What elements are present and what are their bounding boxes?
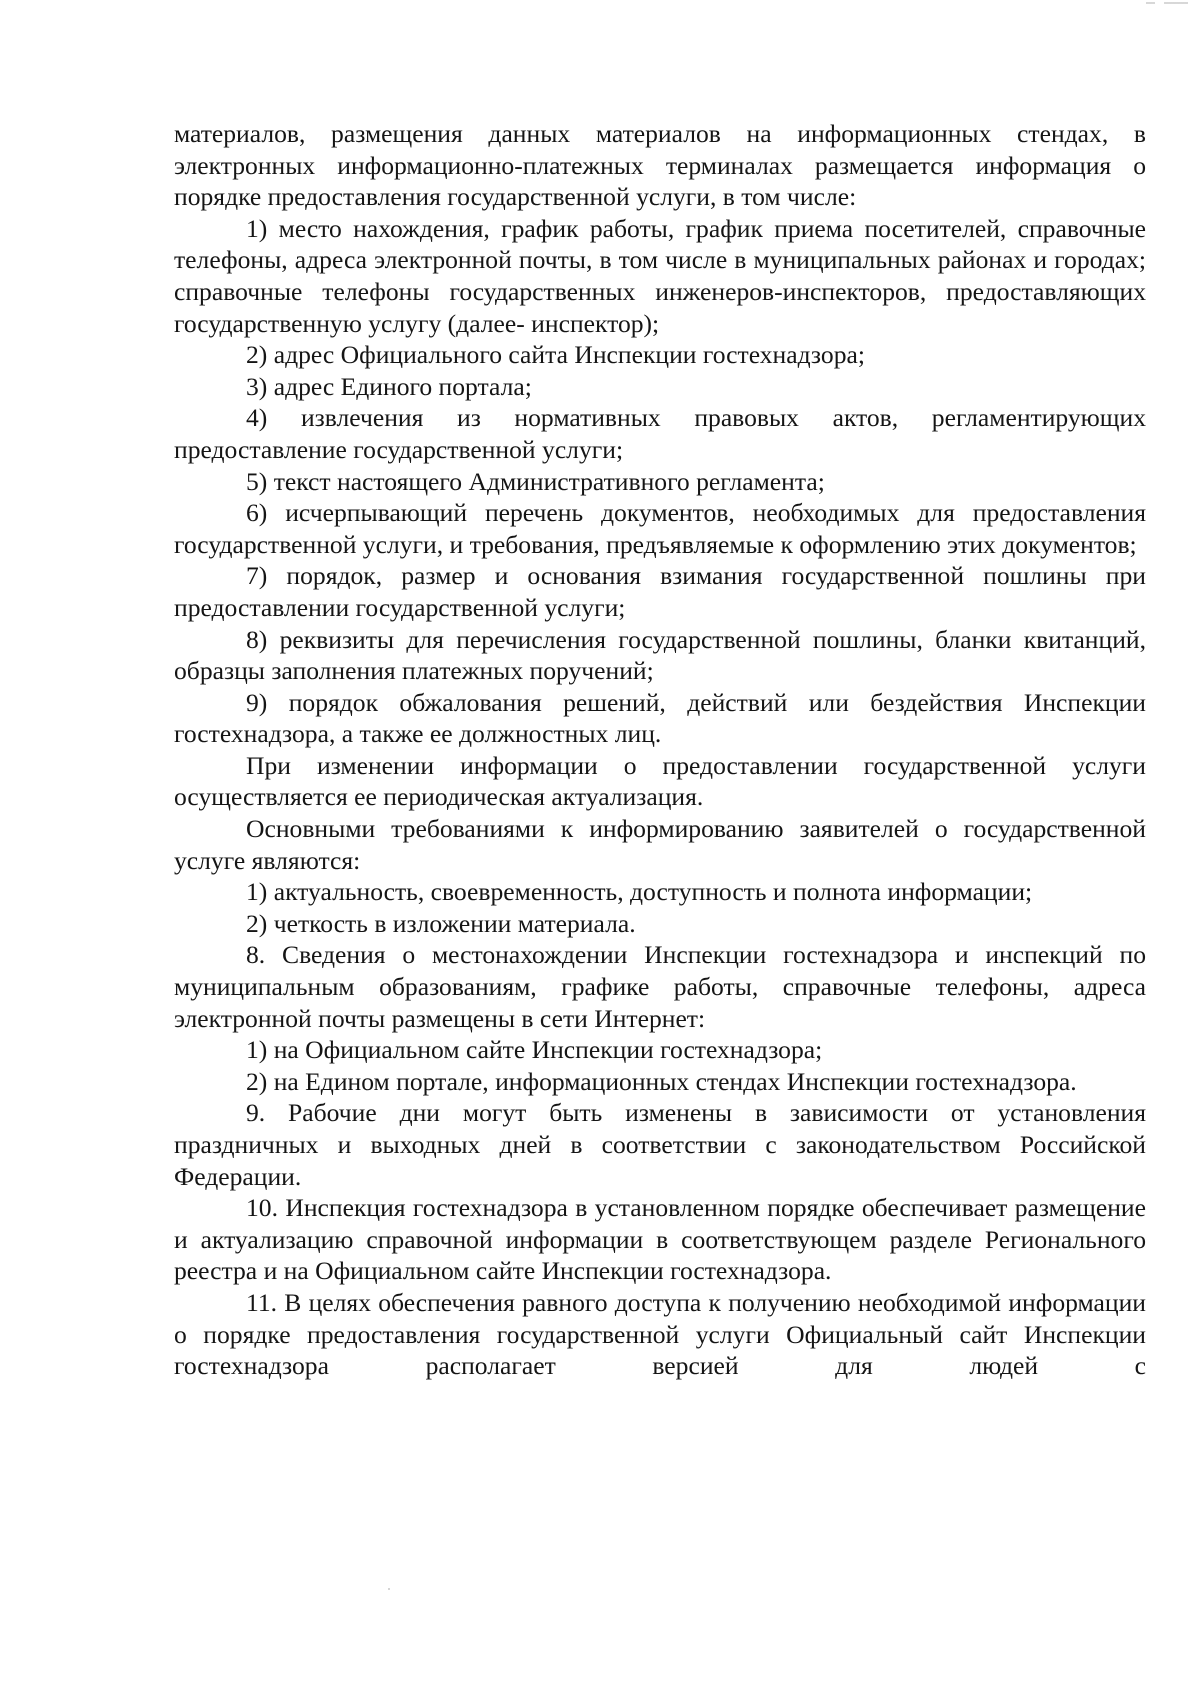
- list-item-6: 6) исчерпывающий перечень документов, необходимых для предоставления государственной услуги, и требования, предъявляемые к оформлению этих документов;: [174, 498, 1146, 559]
- section-8-item-2: 2) на Едином портале, информационных стендах Инспекции гостехнадзора.: [246, 1066, 1077, 1096]
- paragraph-intro: материалов, размещения данных материалов на информационных стендах, в электронных информационно-платежных терминалах размещается информация о порядке предоставления государственной услуги, в том числе:: [174, 119, 1146, 212]
- scan-dot: [388, 1588, 390, 1590]
- paragraph-actualization: При изменении информации о предоставлении государственной услуги осуществляется ее периодическая актуализация.: [174, 750, 1146, 812]
- list-item-5: 5) текст настоящего Административного регламента;: [246, 466, 825, 496]
- list-item-9: 9) порядок обжалования решений, действий или бездействия Инспекции гостехнадзора, а также ее должностных лиц.: [174, 687, 1146, 749]
- list-item-2: 2) адрес Официального сайта Инспекции гостехнадзора;: [246, 340, 865, 370]
- section-9: 9. Рабочие дни могут быть изменены в зависимости от установления праздничных и выходных дней в соответствии с законодательством Российской Федерации.: [174, 1098, 1146, 1191]
- list-item-3: 3) адрес Единого портала;: [246, 371, 532, 401]
- list-item-1: 1) место нахождения, график работы, график приема посетителей, справочные телефоны, адреса электронной почты, в том числе в муниципальных районах и городах; справочные телефоны государственных инженеров-инспекторов, предоставляющих государственную услугу (далее- инспектор);: [174, 213, 1146, 338]
- section-11: 11. В целях обеспечения равного доступа к получению необходимой информации о порядке предоставления государственной услуги Официальный сайт Инспекции гостехнадзора располагает версией для людей с: [174, 1287, 1146, 1381]
- requirement-item-1: 1) актуальность, своевременность, доступность и полнота информации;: [246, 877, 1033, 907]
- list-item-8: 8) реквизиты для перечисления государственной пошлины, бланки квитанций, образцы заполнения платежных поручений;: [174, 624, 1146, 686]
- paragraph-requirements: Основными требованиями к информированию заявителей о государственной услуге являются:: [174, 814, 1146, 875]
- section-10: 10. Инспекция гостехнадзора в установленном порядке обеспечивает размещение и актуализацию справочной информации в соответствующем разделе Регионального реестра и на Официальном сайте Инспекции гостехнадзора.: [174, 1193, 1146, 1286]
- requirement-item-2: 2) четкость в изложении материала.: [246, 908, 636, 938]
- document-body: [174, 118, 1146, 1382]
- section-8-item-1: 1) на Официальном сайте Инспекции гостехнадзора;: [246, 1035, 823, 1065]
- section-8: 8. Сведения о местонахождении Инспекции гостехнадзора и инспекций по муниципальным образованиям, графике работы, справочные телефоны, адреса электронной почты размещены в сети Интернет:: [174, 940, 1146, 1033]
- scan-artifact: [1128, 2, 1188, 4]
- list-item-7: 7) порядок, размер и основания взимания государственной пошлины при предоставлении государственной услуги;: [174, 561, 1146, 622]
- list-item-4: 4) извлечения из нормативных правовых актов, регламентирующих предоставление государственной услуги;: [174, 403, 1146, 464]
